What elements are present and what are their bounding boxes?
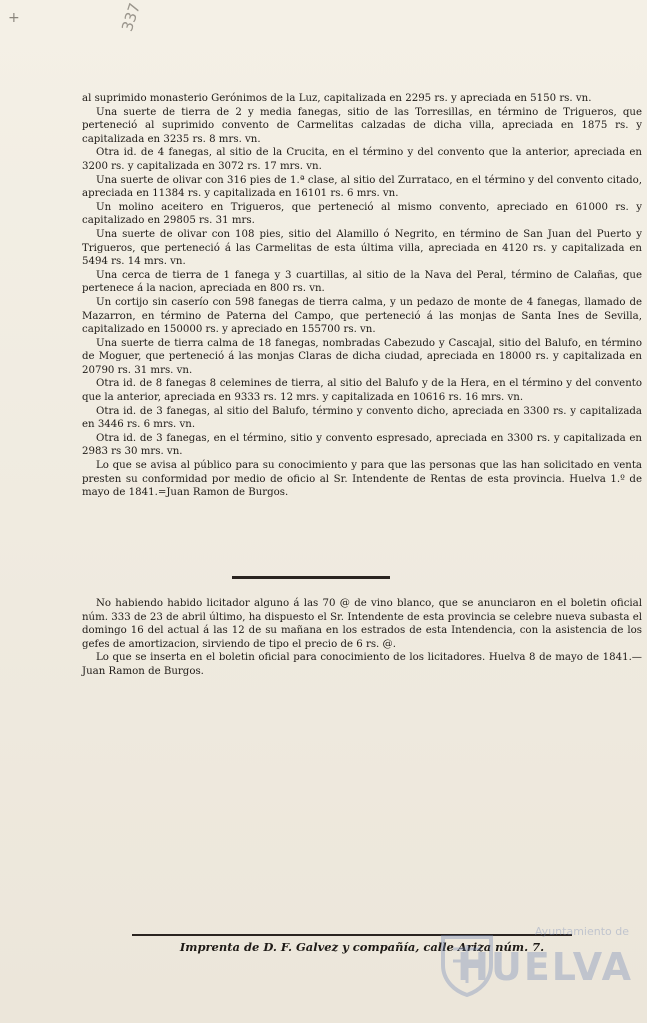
watermark-line2: HUELVA: [457, 945, 633, 989]
listing-paragraph: Una suerte de tierra calma de 18 fanegas, nombradas Cabezudo y Cascajal, sitio del Balufo, en término de Moguer, que perteneció á las monjas Claras de dicha ciudad, apreciada en 18000 rs. y capitalizada en 20790 rs. 31 mrs. vn.: [82, 337, 642, 376]
archive-watermark: [437, 919, 637, 1009]
notice-closing: Lo que se inserta en el boletin oficial para conocimiento de los licitadores. Huelva 8 de mayo de 1841.—Juan Ramon de Burgos.: [82, 652, 642, 677]
listing-paragraph: al suprimido monasterio Gerónimos de la Luz, capitalizada en 2295 rs. y apreciada en 5150 rs. vn.: [82, 93, 592, 104]
listing-paragraph: Un molino aceitero en Trigueros, que perteneció al mismo convento, apreciado en 61000 rs. y capitalizado en 29805 rs. 31 mrs.: [82, 201, 642, 227]
wine-auction-notice: [82, 597, 642, 679]
listing-paragraph: Un cortijo sin caserío con 598 fanegas de tierra calma, y un pedazo de monte de 4 fanegas, llamado de Mazarron, en término de Paterna del Campo, que perteneció á las monjas de Santa Ines de Sevilla, capitalizado en 150000 rs. y apreciado en 155700 rs. vn.: [82, 296, 642, 336]
listing-paragraph: Una suerte de olivar con 316 pies de 1.ª clase, al sitio del Zurrataco, en el término y del convento citado, apreciada en 11384 rs. y capitalizada en 16101 rs. 6 mrs. vn.: [82, 174, 642, 200]
watermark-line1: Ayuntamiento de: [534, 925, 629, 938]
listing-paragraph: Una suerte de tierra de 2 y media fanegas, sitio de las Torresillas, en término de Trigueros, que perteneció al suprimido convento de Carmelitas calzadas de dicha villa, apreciada en 1875 rs. y capitalizada en 3235 rs. 8 mrs. vn.: [82, 106, 642, 145]
pencil-mark: +: [8, 10, 20, 26]
listing-paragraph: Otra id. de 3 fanegas, en el término, sitio y convento espresado, apreciada en 3300 rs. y capitalizada en 2983 rs 30 mrs. vn.: [82, 432, 642, 458]
listing-paragraph: Una cerca de tierra de 1 fanega y 3 cuartillas, al sitio de la Nava del Peral, término de Calañas, que pertenece á la nacion, apreciada en 800 rs. vn.: [82, 269, 642, 295]
notice-paragraph: No habiendo habido licitador alguno á las 70 @ de vino blanco, que se anunciaron en el boletin oficial núm. 333 de 23 de abril último, ha dispuesto el Sr. Intendente de esta provincia se celebre nueva subasta el domingo 16 del actual á las 12 de su mañana en los estrados de esta Intendencia, con la asistencia de los gefes de amortizacion, sirviendo de tipo el precio de 6 rs. @.: [82, 598, 642, 650]
auction-listing: [82, 92, 642, 500]
section-divider: [232, 576, 390, 579]
listing-paragraph: Una suerte de olivar con 108 pies, sitio del Alamillo ó Negrito, en término de San Juan del Puerto y Trigueros, que perteneció á las Carmelitas de esta última villa, apreciada en 4120 rs. y capitalizada en 5494 rs. 14 mrs. vn.: [82, 228, 642, 268]
listing-paragraph: Otra id. de 4 fanegas, al sitio de la Crucita, en el término y del convento que la anterior, apreciada en 3200 rs. y capitalizada en 3072 rs. 17 mrs. vn.: [82, 147, 642, 172]
listing-paragraph: Otra id. de 3 fanegas, al sitio del Balufo, término y convento dicho, apreciada en 3300 rs. y capitalizada en 3446 rs. 6 mrs. vn.: [82, 405, 642, 431]
printer-imprint: Imprenta de D. F. Galvez y compañía, calle Ariza núm. 7.: [179, 940, 545, 954]
listing-paragraph: Otra id. de 8 fanegas 8 celemines de tierra, al sitio del Balufo y de la Hera, en el término y del convento que la anterior, apreciada en 9333 rs. 12 mrs. y capitalizada en 10616 rs. 16 mrs. vn.: [82, 378, 642, 404]
folio-number: 337: [118, 0, 144, 34]
closing-paragraph: Lo que se avisa al público para su conocimiento y para que las personas que las han solicitado en venta presten su conformidad por medio de oficio al Sr. Intendente de Rentas de esta provincia. Huelva 1.º de mayo de 1841.=Juan Ramon de Burgos.: [82, 460, 642, 499]
